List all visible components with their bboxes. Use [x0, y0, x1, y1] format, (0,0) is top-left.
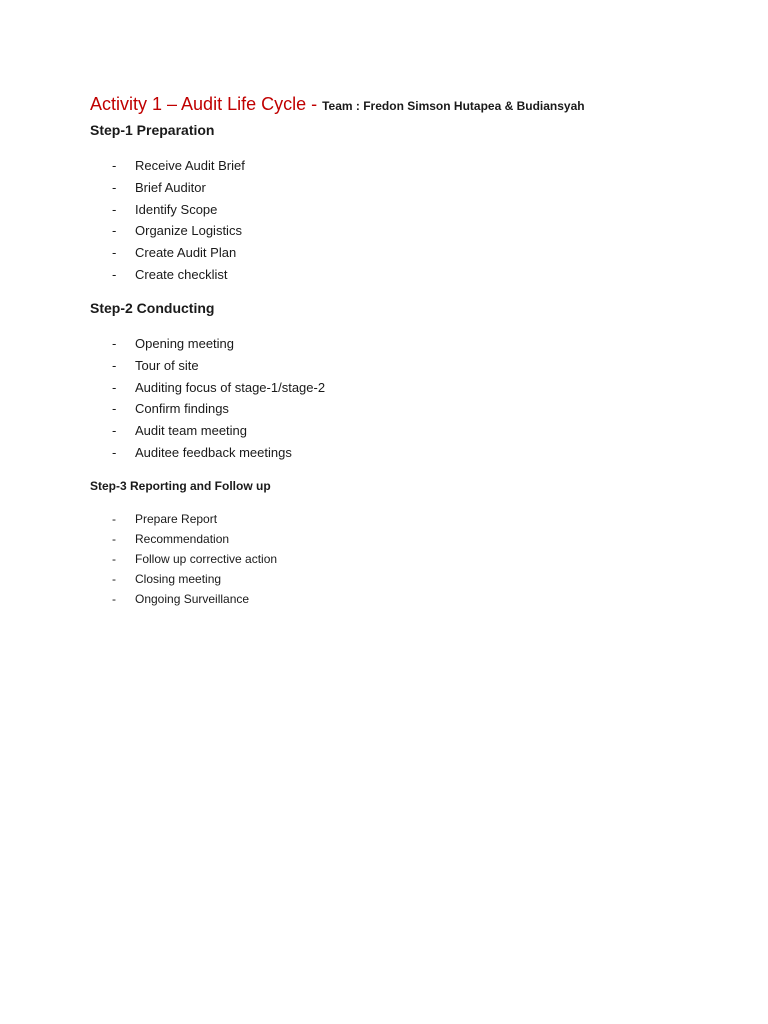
- team-names: Team : Fredon Simson Hutapea & Budiansyah: [322, 99, 585, 113]
- bullet-dash: -: [112, 512, 116, 526]
- step-2-list: [112, 333, 325, 464]
- bullet-dash: -: [112, 552, 116, 566]
- bullet-dash: -: [112, 223, 117, 239]
- list-item: [112, 549, 277, 569]
- list-item: [112, 242, 245, 264]
- step-3-list: [112, 509, 277, 609]
- list-item: [112, 264, 245, 286]
- list-item: [112, 529, 277, 549]
- list-item: [112, 569, 277, 589]
- bullet-dash: -: [112, 266, 117, 282]
- bullet-dash: -: [112, 158, 117, 173]
- list-item-text: Identify Scope: [135, 201, 218, 217]
- list-item: [112, 199, 245, 221]
- list-item-text: Audit team meeting: [135, 423, 248, 439]
- list-item-text: Auditing focus of stage-1/stage-2: [135, 379, 326, 395]
- list-item-text: Receive Audit Brief: [135, 158, 245, 173]
- activity-title: Activity 1 – Audit Life Cycle: [90, 94, 307, 114]
- bullet-dash: -: [112, 179, 117, 195]
- bullet-dash: -: [112, 401, 117, 417]
- document-title: [90, 94, 585, 115]
- step-1-list: [112, 155, 245, 286]
- title-separator: -: [306, 94, 323, 114]
- list-item-text: Prepare Report: [135, 512, 218, 526]
- list-item-text: Organize Logistics: [135, 223, 242, 239]
- list-item-text: Brief Auditor: [135, 179, 206, 195]
- bullet-dash: -: [112, 357, 117, 373]
- list-item-text: Recommendation: [135, 532, 230, 546]
- list-item-text: Closing meeting: [135, 572, 222, 586]
- list-item: [112, 333, 325, 355]
- list-item-text: Create checklist: [135, 266, 228, 282]
- list-item: [112, 442, 325, 464]
- step-2-heading: Step-2 Conducting: [90, 300, 215, 316]
- list-item-text: Follow up corrective action: [135, 552, 278, 566]
- list-item-text: Confirm findings: [135, 401, 229, 417]
- list-item: [112, 509, 277, 529]
- bullet-dash: -: [112, 444, 117, 460]
- list-item-text: Auditee feedback meetings: [135, 444, 292, 460]
- list-item: [112, 589, 277, 609]
- bullet-dash: -: [112, 423, 117, 439]
- bullet-dash: -: [112, 592, 116, 606]
- bullet-dash: -: [112, 532, 116, 546]
- list-item: [112, 398, 325, 420]
- list-item: [112, 155, 245, 177]
- bullet-dash: -: [112, 572, 116, 586]
- list-item-text: Tour of site: [135, 357, 199, 373]
- list-item-text: Opening meeting: [135, 336, 235, 351]
- bullet-dash: -: [112, 379, 117, 395]
- list-item: [112, 377, 325, 399]
- step-1-heading: Step-1 Preparation: [90, 122, 215, 138]
- list-item: [112, 355, 325, 377]
- list-item: [112, 420, 325, 442]
- bullet-dash: -: [112, 336, 117, 351]
- bullet-dash: -: [112, 201, 117, 217]
- step-3-heading: Step-3 Reporting and Follow up: [90, 479, 271, 493]
- list-item: [112, 177, 245, 199]
- list-item-text: Ongoing Surveillance: [135, 592, 250, 606]
- list-item: [112, 220, 245, 242]
- list-item-text: Create Audit Plan: [135, 245, 237, 261]
- bullet-dash: -: [112, 245, 117, 261]
